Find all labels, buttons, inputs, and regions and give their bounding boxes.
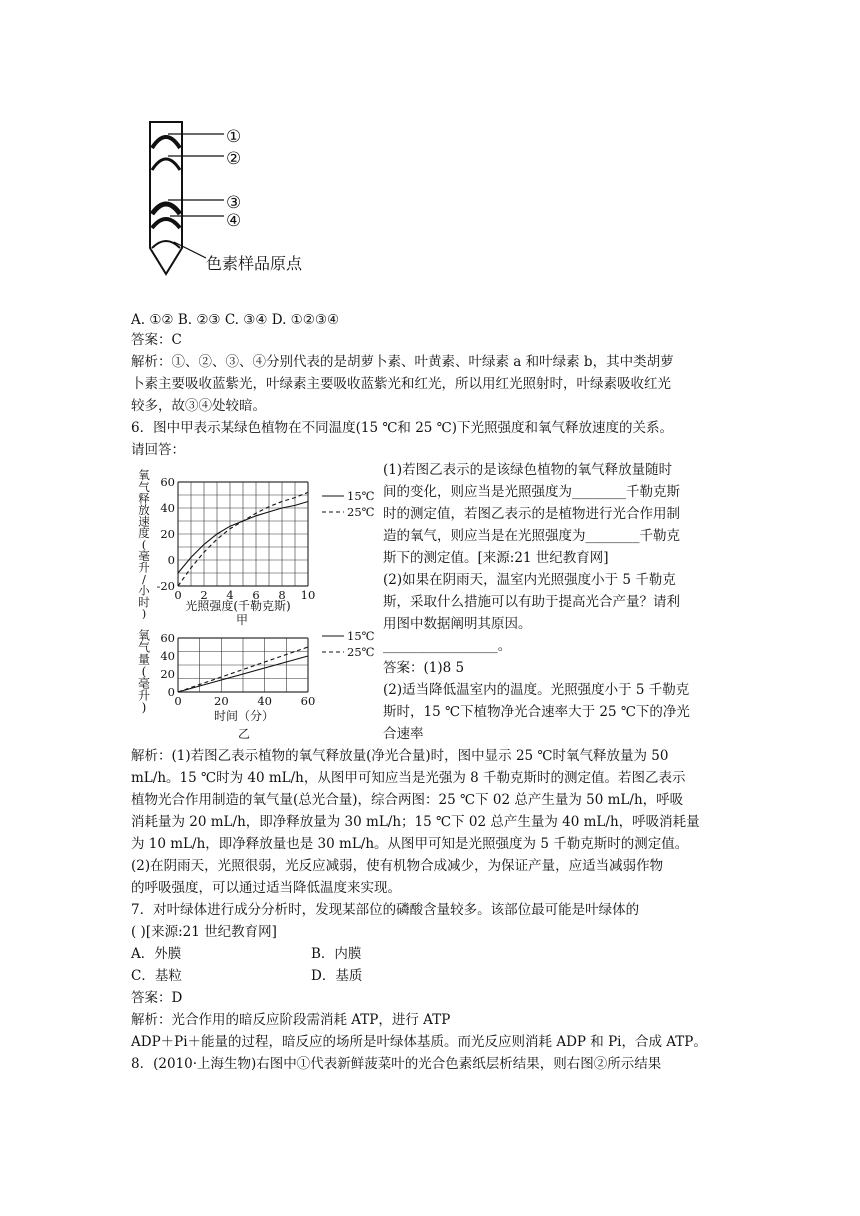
band-1 bbox=[152, 137, 180, 148]
x-tick-label: 2 bbox=[200, 588, 208, 602]
y-tick-label: 0 bbox=[167, 685, 175, 699]
q7-analysis-2: ADP＋Pi＋能量的过程，暗反应的场所是叶绿体基质。而光反应则消耗 ADP 和 Pi，合成 ATP。 bbox=[131, 1034, 707, 1050]
q5-analysis-3: 较多，故③④处较暗。 bbox=[131, 398, 266, 414]
y-label-char: 释 bbox=[138, 491, 150, 506]
x-tick-label: 60 bbox=[300, 694, 316, 708]
x-tick-labels bbox=[174, 694, 315, 708]
y-tick-label: 40 bbox=[160, 501, 175, 515]
grid bbox=[178, 638, 308, 692]
legend bbox=[322, 629, 375, 659]
y-tick-label: -20 bbox=[156, 579, 175, 593]
q6-analysis-1: 解析：(1)若图乙表示植物的氧气释放量(净光合量)时，图中显示 25 ℃时氧气释放量为 50 bbox=[131, 748, 669, 764]
legend-label: 15℃ bbox=[347, 489, 375, 503]
y-tick-label: 60 bbox=[160, 475, 175, 489]
y-label-char: 气 bbox=[137, 640, 151, 655]
q6-side-8: 用图中数据阐明其原因。 bbox=[383, 616, 532, 632]
y-tick-label: 40 bbox=[160, 649, 175, 663]
label-3: ③ bbox=[226, 193, 242, 213]
q6-side-7: 斯，采取什么措施可以有助于提高光合产量？请利 bbox=[383, 594, 680, 610]
chart-caption: 乙 bbox=[237, 727, 251, 741]
q6-stem-2: 请回答： bbox=[131, 442, 185, 458]
q5-analysis-1: 解析：①、②、③、④分别代表的是胡萝卜素、叶黄素、叶绿素 a 和叶绿素 b，其中类胡萝 bbox=[131, 354, 674, 370]
y-tick-label: 0 bbox=[167, 553, 175, 567]
legend-label: 25℃ bbox=[347, 505, 375, 519]
x-tick-label: 0 bbox=[174, 694, 182, 708]
chart-caption: 甲 bbox=[235, 613, 249, 626]
band-3 bbox=[152, 204, 180, 214]
y-label-char: / bbox=[142, 572, 146, 587]
y-label-char: 量 bbox=[137, 652, 151, 667]
y-label-char: 速 bbox=[138, 514, 150, 529]
y-axis-label bbox=[138, 629, 150, 715]
y-label-char: 度 bbox=[138, 525, 150, 540]
chart-jia bbox=[136, 466, 376, 626]
y-label-char: ) bbox=[141, 606, 147, 621]
x-tick-label: 40 bbox=[257, 694, 272, 708]
y-label-char: 氧 bbox=[137, 628, 151, 643]
q6-analysis-6: (2)在阴雨天，光照很弱，光反应减弱，使有机物合成减少，为保证产量，应适当减弱作物 bbox=[131, 858, 664, 874]
q6-side-6: (2)如果在阴雨天，温室内光照强度小于 5 千勒克 bbox=[383, 572, 676, 588]
y-label-char: ( bbox=[141, 664, 147, 679]
q6-stem-1: 6．图中甲表示某绿色植物在不同温度(15 ℃和 25 ℃)下光照强度和氧气释放速度的关系。 bbox=[131, 420, 674, 436]
q6-analysis-4: 消耗量为 20 mL/h，即净释放量为 30 mL/h；15 ℃下 02 总产生量为 40 mL/h，呼吸消耗量 bbox=[131, 814, 700, 830]
x-tick-label: 4 bbox=[226, 588, 234, 602]
x-tick-label: 0 bbox=[174, 588, 182, 602]
y-tick-labels bbox=[160, 631, 175, 699]
q5-analysis-2: 卜素主要吸收蓝紫光，叶绿素主要吸收蓝紫光和红光，所以用红光照射时，叶绿素吸收红光 bbox=[131, 376, 671, 392]
label-1: ① bbox=[226, 127, 242, 147]
legend bbox=[322, 489, 375, 519]
legend-label: 25℃ bbox=[347, 645, 375, 659]
legend-label: 15℃ bbox=[347, 629, 375, 643]
q7-option-b: B．内膜 bbox=[311, 946, 362, 962]
q5-answer: 答案：C bbox=[131, 332, 182, 348]
q6-side-4: 造的氧气，则应当是在光照强度为________千勒克 bbox=[383, 528, 680, 544]
y-axis-label bbox=[138, 468, 150, 620]
q6-side-3: 时的测定值，若图乙表示的是植物进行光合作用制 bbox=[383, 506, 680, 522]
y-label-char: 升 bbox=[138, 560, 150, 575]
band-4 bbox=[152, 219, 180, 228]
q7-option-a: A．外膜 bbox=[131, 946, 182, 962]
q6-side-2: 间的变化，则应当是光照强度为________千勒克斯 bbox=[383, 484, 680, 500]
y-label-char: 升 bbox=[137, 688, 151, 703]
q6-analysis-2: mL/h。15 ℃时为 40 mL/h，从图甲可知应当是光强为 8 千勒克斯时的测定值。若图乙表示 bbox=[131, 770, 686, 786]
q7-answer: 答案：D bbox=[131, 990, 183, 1006]
q6-answer-4: 合速率 bbox=[383, 726, 424, 742]
q7-option-c: C．基粒 bbox=[131, 968, 182, 984]
y-label-char: 放 bbox=[138, 502, 150, 517]
y-tick-label: 20 bbox=[160, 667, 175, 681]
y-label-char: 毫 bbox=[138, 549, 150, 563]
chromatography-diagram bbox=[140, 118, 330, 280]
y-tick-label: 60 bbox=[160, 631, 175, 645]
y-label-char: 氧 bbox=[138, 468, 150, 483]
q6-answer-3: 斯时，15 ℃下植物净光合速率大于 25 ℃下的净光 bbox=[383, 704, 690, 720]
origin-label: 色素样品原点 bbox=[206, 254, 303, 273]
q6-side-5: 斯下的测定值。[来源:21 世纪教育网] bbox=[383, 550, 609, 566]
y-label-char: 时 bbox=[138, 595, 150, 610]
q7-analysis-1: 解析：光合作用的暗反应阶段需消耗 ATP，进行 ATP bbox=[131, 1012, 451, 1028]
q6-side-1: (1)若图乙表示的是该绿色植物的氧气释放量随时 bbox=[383, 462, 673, 478]
q5-options: A. ①② B. ②③ C. ③④ D. ①②③④ bbox=[131, 312, 340, 328]
q7-stem-1: 7．对叶绿体进行成分分析时，发现某部位的磷酸含量较多。该部位最可能是叶绿体的 bbox=[131, 902, 640, 918]
band-origin bbox=[152, 241, 180, 248]
x-tick-label: 10 bbox=[300, 588, 316, 602]
y-label-char: 毫 bbox=[137, 676, 151, 691]
x-tick-label: 20 bbox=[214, 694, 229, 708]
q6-answer-2: (2)适当降低温室内的温度。光照强度小于 5 千勒克 bbox=[383, 682, 690, 698]
q8-stem: 8．(2010·上海生物)右图中①代表新鲜菠菜叶的光合色素纸层析结果，则右图②所示结果 bbox=[131, 1056, 662, 1072]
x-tick-label: 8 bbox=[278, 588, 286, 602]
y-label-char: ) bbox=[141, 700, 147, 715]
label-4: ④ bbox=[226, 211, 242, 231]
grid bbox=[178, 482, 308, 586]
q6-side-9: _________________。 bbox=[383, 638, 512, 654]
x-axis-label: 光照强度(千勒克斯) bbox=[185, 599, 291, 613]
q6-analysis-3: 植物光合作用制造的氧气量(总光合量)，综合两图：25 ℃下 02 总产生量为 50 mL/h，呼吸 bbox=[131, 792, 684, 808]
label-2: ② bbox=[226, 149, 242, 169]
band-2 bbox=[152, 159, 180, 170]
q6-analysis-5: 为 10 mL/h，即净释放量也是 30 mL/h。从图甲可知是光照强度为 5 千勒克斯时的测定值。 bbox=[131, 836, 689, 852]
q7-option-d: D．基质 bbox=[311, 968, 363, 984]
y-label-char: ( bbox=[141, 537, 147, 552]
x-axis-label: 时间（分） bbox=[213, 709, 275, 723]
q6-answer-1: 答案：(1)8 5 bbox=[383, 660, 465, 676]
y-label-char: 气 bbox=[138, 479, 150, 494]
q6-analysis-7: 的呼吸强度，可以通过适当降低温度来实现。 bbox=[131, 880, 401, 896]
chart-yi bbox=[136, 626, 376, 742]
x-tick-label: 6 bbox=[252, 588, 260, 602]
q7-stem-2: ( )[来源:21 世纪教育网] bbox=[131, 924, 277, 940]
y-label-char: 小 bbox=[138, 583, 150, 598]
y-tick-labels bbox=[156, 475, 175, 593]
y-tick-label: 20 bbox=[160, 527, 175, 541]
